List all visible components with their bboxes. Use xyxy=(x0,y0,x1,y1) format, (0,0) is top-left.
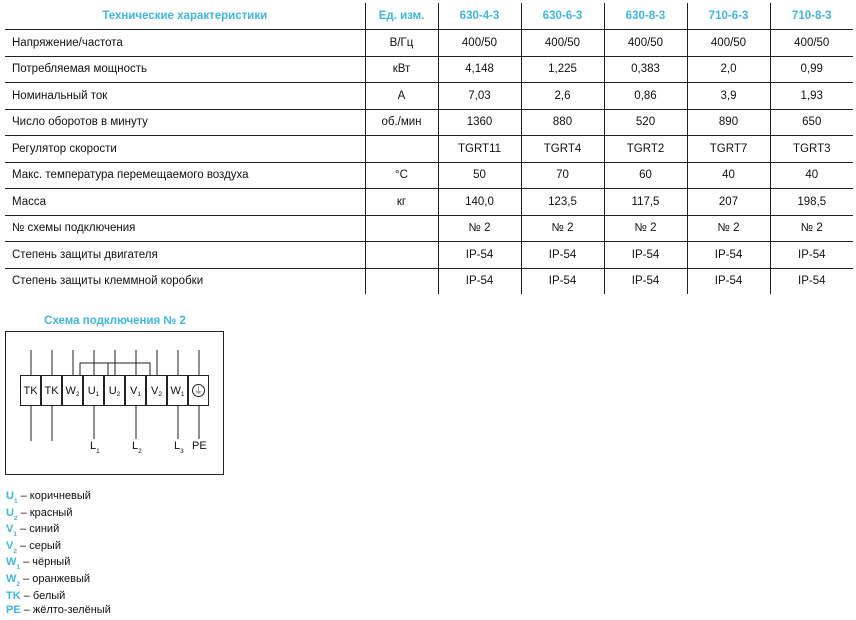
row-value: IP-54 xyxy=(687,268,770,294)
row-value: 400/50 xyxy=(438,30,521,57)
row-value: 140,0 xyxy=(438,189,521,216)
table-row xyxy=(5,242,853,269)
color-legend xyxy=(6,489,111,618)
row-value: 0,99 xyxy=(770,56,853,83)
legend-item xyxy=(6,539,111,556)
row-value: 50 xyxy=(438,162,521,189)
header-model-710-6-3: 710-6-3 xyxy=(687,3,770,30)
row-value: 0,383 xyxy=(604,56,687,83)
row-value: 400/50 xyxy=(604,30,687,57)
table-row xyxy=(5,30,853,57)
terminal-u1: U 1 xyxy=(83,375,104,406)
row-unit: В/Гц xyxy=(365,30,438,57)
legend-code: $W_2$ xyxy=(6,572,21,588)
row-value: IP-54 xyxy=(438,242,521,269)
table-row xyxy=(5,109,853,136)
row-value: 123,5 xyxy=(521,189,604,216)
row-value: IP-54 xyxy=(604,268,687,294)
terminal-v2: V 2 xyxy=(146,375,167,406)
legend-text: – белый xyxy=(20,589,66,602)
legend-text: – серый xyxy=(16,539,61,552)
table-row xyxy=(5,83,853,110)
table-row xyxy=(5,162,853,189)
legend-code: TK xyxy=(6,589,21,602)
legend-text: – синий xyxy=(16,523,60,536)
row-unit: кг xyxy=(365,189,438,216)
scheme-title: Схема подключения № 2 xyxy=(44,315,186,327)
table-row xyxy=(5,215,853,242)
row-value: IP-54 xyxy=(770,242,853,269)
row-value: № 2 xyxy=(770,215,853,242)
header-model-710-8-3: 710-8-3 xyxy=(770,3,853,30)
table-row xyxy=(5,268,853,294)
terminal-earth xyxy=(188,375,209,406)
header-model-630-6-3: 630-6-3 xyxy=(521,3,604,30)
row-value: 117,5 xyxy=(604,189,687,216)
header-characteristics: Технические характеристики xyxy=(5,3,365,30)
row-unit xyxy=(365,242,438,269)
row-value: 70 xyxy=(521,162,604,189)
header-model-630-8-3: 630-8-3 xyxy=(604,3,687,30)
row-value: IP-54 xyxy=(604,242,687,269)
row-value: 40 xyxy=(770,162,853,189)
legend-item xyxy=(6,603,111,618)
row-value: IP-54 xyxy=(521,268,604,294)
row-value: 207 xyxy=(687,189,770,216)
line-label-pe: PE xyxy=(192,440,207,452)
row-value: TGRT2 xyxy=(604,136,687,163)
legend-item xyxy=(6,555,111,572)
terminal-u2: U 2 xyxy=(104,375,125,406)
row-value: 400/50 xyxy=(770,30,853,57)
table-row xyxy=(5,189,853,216)
row-unit: °С xyxy=(365,162,438,189)
terminal-w2: W 2 xyxy=(62,375,83,406)
row-unit: об./мин xyxy=(365,109,438,136)
terminal-tk-1: TK xyxy=(20,375,41,406)
row-value: 890 xyxy=(687,109,770,136)
row-value: 60 xyxy=(604,162,687,189)
legend-text: – оранжевый xyxy=(20,572,91,585)
row-value: 520 xyxy=(604,109,687,136)
row-value: 2,6 xyxy=(521,83,604,110)
header-unit: Ед. изм. xyxy=(365,3,438,30)
row-value: № 2 xyxy=(438,215,521,242)
row-value: 880 xyxy=(521,109,604,136)
line-label-l1: $L_1$ xyxy=(90,440,100,455)
legend-text: – коричневый xyxy=(17,490,91,502)
row-value: IP-54 xyxy=(438,268,521,294)
row-value: 3,9 xyxy=(687,83,770,110)
legend-code: $V_2$ xyxy=(6,539,17,555)
legend-code: PE xyxy=(6,604,21,617)
legend-code: $U_1$ xyxy=(6,490,18,505)
row-unit: кВт xyxy=(365,56,438,83)
legend-text: – жёлто-зелёный xyxy=(20,604,111,617)
row-label: Масса xyxy=(5,189,365,216)
row-value: TGRT3 xyxy=(770,136,853,163)
row-value: 1,93 xyxy=(770,83,853,110)
table-header-row xyxy=(5,3,853,30)
row-value: 7,03 xyxy=(438,83,521,110)
terminal-v1: V 1 xyxy=(125,375,146,406)
row-value: TGRT7 xyxy=(687,136,770,163)
row-value: № 2 xyxy=(521,215,604,242)
row-unit xyxy=(365,268,438,294)
row-value: 400/50 xyxy=(521,30,604,57)
legend-code: $V_1$ xyxy=(6,523,17,539)
row-label: Число оборотов в минуту xyxy=(5,109,365,136)
row-value: № 2 xyxy=(604,215,687,242)
row-value: 1,225 xyxy=(521,56,604,83)
row-label: Регулятор скорости xyxy=(5,136,365,163)
wiring-diagram xyxy=(5,331,224,475)
row-value: 1360 xyxy=(438,109,521,136)
table-row xyxy=(5,56,853,83)
table-body xyxy=(5,30,853,295)
legend-text: – красный xyxy=(17,506,73,519)
header-model-630-4-3: 630-4-3 xyxy=(438,3,521,30)
row-value: 198,5 xyxy=(770,189,853,216)
row-label: Степень защиты двигателя xyxy=(5,242,365,269)
row-value: IP-54 xyxy=(798,275,826,288)
table-row xyxy=(5,136,853,163)
legend-text: – чёрный xyxy=(20,556,71,569)
legend-item xyxy=(6,522,111,539)
terminal-tk-2: TK xyxy=(41,375,62,406)
row-unit: А xyxy=(365,83,438,110)
row-value: TGRT11 xyxy=(438,136,521,163)
row-label: Степень защиты клеммной коробки xyxy=(5,268,365,294)
row-value: 2,0 xyxy=(687,56,770,83)
row-value: 400/50 xyxy=(687,30,770,57)
terminal-w1: W 1 xyxy=(167,375,188,406)
row-value: 4,148 xyxy=(438,56,521,83)
row-value: TGRT4 xyxy=(521,136,604,163)
earth-icon: ⏚ xyxy=(193,386,203,396)
row-value: 650 xyxy=(770,109,853,136)
line-label-l2: $L_2$ xyxy=(132,440,142,455)
row-label: Номинальный ток xyxy=(5,83,365,110)
line-label-l3: $L_3$ xyxy=(174,440,184,455)
row-label: Напряжение/частота xyxy=(5,30,365,57)
row-value: IP-54 xyxy=(521,242,604,269)
legend-item xyxy=(6,572,111,589)
row-value: IP-54 xyxy=(687,242,770,269)
legend-item xyxy=(6,489,111,506)
row-value: 0,86 xyxy=(604,83,687,110)
row-value: № 2 xyxy=(687,215,770,242)
row-unit xyxy=(365,215,438,242)
row-label: Макс. температура перемещаемого воздуха xyxy=(5,162,365,189)
legend-item xyxy=(6,506,111,523)
legend-code: $U_2$ xyxy=(6,506,18,522)
row-label: Потребляемая мощность xyxy=(5,56,365,83)
legend-item xyxy=(6,589,111,604)
legend-code: $W_1$ xyxy=(6,556,21,572)
row-label: № схемы подключения xyxy=(5,215,365,242)
row-unit xyxy=(365,136,438,163)
spec-table xyxy=(5,3,853,294)
row-value: 40 xyxy=(687,162,770,189)
